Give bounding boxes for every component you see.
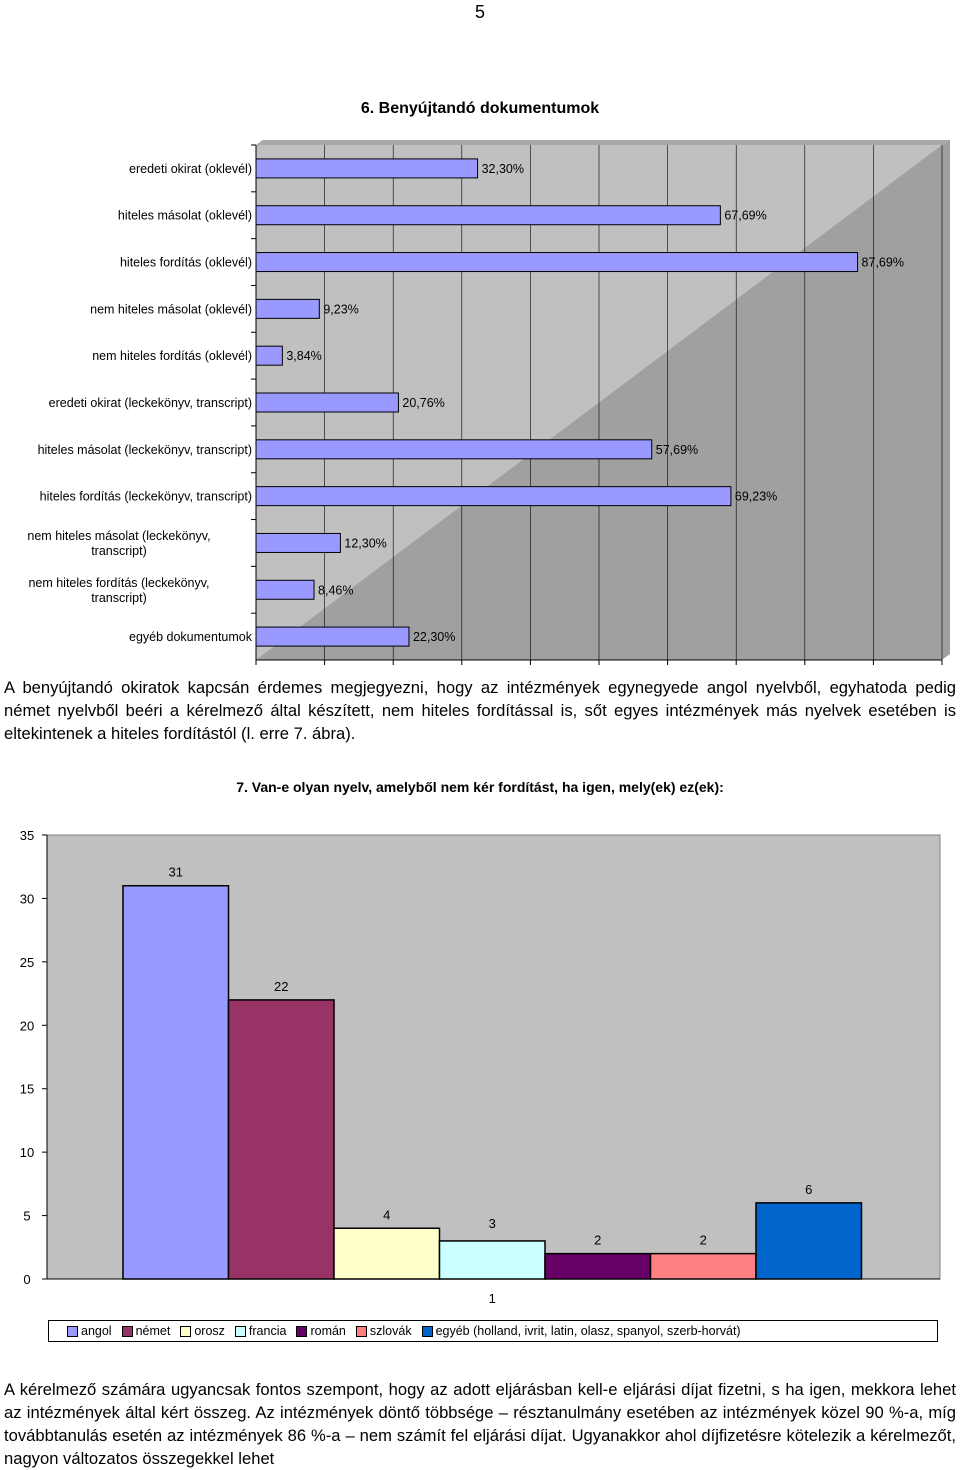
category-label: hiteles másolat (oklevél) (117, 208, 252, 223)
category-label: 1 (488, 1291, 496, 1306)
data-label: 31 (168, 864, 183, 880)
plot-top (256, 140, 950, 145)
y-tick-label: 25 (19, 954, 35, 970)
category-label: hiteles fordítás (oklevél) (119, 255, 252, 270)
value-label: 12,30% (344, 536, 387, 551)
legend-item (180, 1324, 225, 1338)
y-tick-label: 35 (19, 828, 35, 843)
bar (256, 299, 319, 318)
y-tick-label: 0 (23, 1272, 31, 1287)
legend-label: orosz (194, 1324, 225, 1338)
value-label: 67,69% (724, 208, 767, 223)
value-label: 22,30% (412, 630, 456, 645)
data-label: 22 (274, 978, 289, 994)
data-label: 2 (594, 1232, 602, 1248)
bar (256, 206, 720, 225)
bar (545, 1254, 651, 1279)
value-label: 69,23% (734, 489, 778, 504)
bar (229, 1000, 335, 1279)
y-tick-label: 20 (19, 1018, 35, 1034)
legend-label: francia (248, 1324, 287, 1338)
chart2-title: 7. Van-e olyan nyelv, amelyből nem kér fordítást, ha igen, mely(ek) ez(ek): (236, 779, 724, 795)
legend-swatch (422, 1326, 433, 1337)
value-label: 87,69% (861, 255, 904, 270)
legend-item (235, 1324, 287, 1338)
category-label: transcript) (91, 590, 147, 605)
legend-item (356, 1324, 412, 1338)
bar (256, 393, 398, 412)
legend-swatch (356, 1326, 367, 1337)
legend-swatch (67, 1326, 78, 1337)
data-label: 3 (488, 1215, 496, 1231)
bar (256, 159, 478, 178)
bar (334, 1228, 440, 1279)
legend-swatch (180, 1326, 191, 1337)
paragraph-fees: A kérelmező számára ugyancsak fontos szempont, hogy az adott eljárásban kell-e eljárási díjat fizetni, s ha igen, mekkora lehet az intézmények által kért összeg. Az intézmények döntő többsége – résztanulmány esetében az intézmények közel 90 %-a, míg továbbtanulás esetén az intézmények 86 %-a – nem számít fel eljárási díjat. Ugyanakkor ahol díjfizetésre kötelezik a kérelmezőt, nagyon változatos összegekkel lehet (4, 1380, 956, 1468)
legend-item (67, 1324, 112, 1338)
category-label: eredeti okirat (oklevél) (129, 161, 252, 176)
data-label: 4 (383, 1207, 391, 1223)
data-label: 6 (805, 1181, 813, 1197)
category-label: egyéb dokumentumok (129, 630, 252, 645)
legend-label: egyéb (holland, ivrit, latin, olasz, spanyol, szerb-horvát) (435, 1324, 741, 1338)
category-label: eredeti okirat (leckekönyv, transcript) (48, 396, 252, 410)
bar (256, 580, 314, 599)
bar (256, 253, 858, 272)
legend-swatch (235, 1326, 246, 1337)
category-label: nem hiteles fordítás (leckekönyv, (28, 575, 210, 590)
y-tick-label: 15 (19, 1081, 35, 1097)
documents-bar-chart (0, 140, 960, 665)
value-label: 3,84% (286, 349, 322, 364)
legend-label: román (310, 1324, 346, 1338)
y-tick-label: 30 (19, 891, 35, 907)
category-label: nem hiteles másolat (oklevél) (90, 302, 252, 317)
bar (440, 1241, 546, 1279)
legend-swatch (122, 1326, 133, 1337)
value-label: 20,76% (402, 396, 445, 410)
chart2-legend (48, 1320, 938, 1342)
value-label: 8,46% (318, 583, 354, 598)
page-number: 5 (474, 2, 485, 22)
category-label: hiteles másolat (leckekönyv, transcript) (37, 442, 252, 457)
legend-item (296, 1324, 345, 1338)
y-tick-label: 10 (19, 1145, 35, 1161)
y-tick-label: 5 (23, 1208, 31, 1224)
category-label: transcript) (91, 543, 147, 558)
legend-label: angol (81, 1324, 112, 1338)
legend-item (122, 1324, 171, 1338)
bar (123, 886, 229, 1279)
chart1-title: 6. Benyújtandó dokumentumok (360, 100, 600, 117)
languages-bar-chart (0, 825, 960, 1315)
bar (756, 1203, 862, 1279)
bar (651, 1254, 757, 1279)
data-label: 2 (699, 1232, 707, 1248)
legend-item (422, 1324, 741, 1338)
value-label: 57,69% (655, 442, 699, 457)
category-label: nem hiteles másolat (leckekönyv, (27, 528, 211, 543)
bar (256, 533, 340, 552)
bar (256, 440, 652, 459)
bar (256, 627, 409, 646)
category-label: nem hiteles fordítás (oklevél) (92, 349, 252, 364)
legend-label: szlovák (369, 1324, 412, 1338)
value-label: 9,23% (323, 302, 359, 317)
bar (256, 346, 282, 365)
paragraph-documents: A benyújtandó okiratok kapcsán érdemes megjegyezni, hogy az intézmények egynegyede angol nyelvből, egyhatoda pedig német nyelvből beéri a kérelmező által készített, nem hiteles fordítással is, sőt egyes intézmények más nyelvek esetében is eltekintenek a hiteles fordítástól (l. erre 7. ábra). (4, 678, 956, 743)
value-label: 32,30% (481, 161, 524, 176)
bar (256, 487, 731, 506)
legend-label: német (135, 1324, 171, 1338)
category-label: hiteles fordítás (leckekönyv, transcript) (39, 489, 252, 504)
legend-swatch (296, 1326, 307, 1337)
